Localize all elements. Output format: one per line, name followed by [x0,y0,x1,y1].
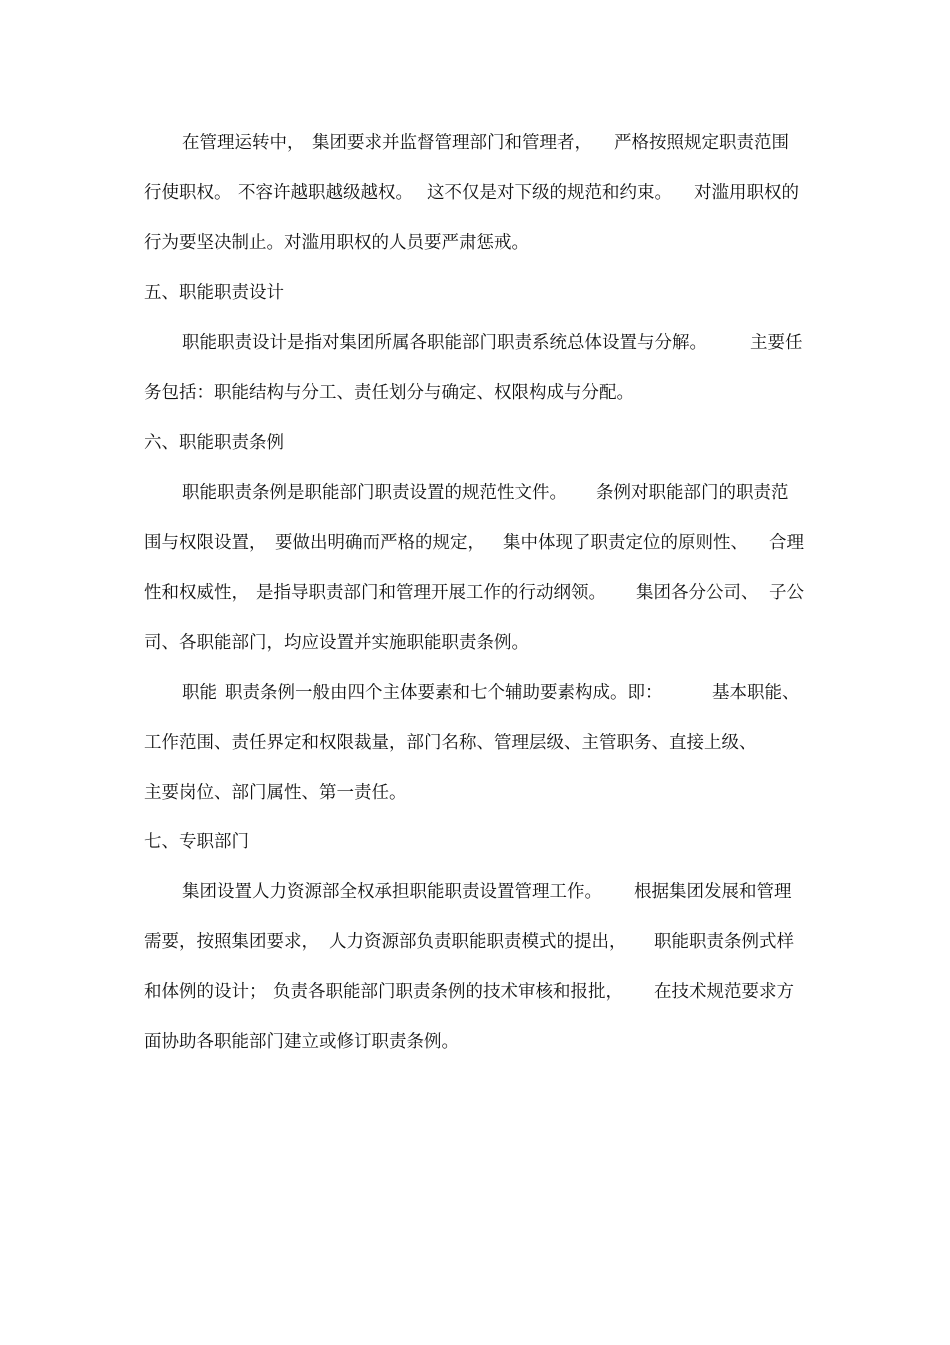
heading-text: 七、专职部门 [144,832,249,852]
text-segment: 职能 [182,683,217,703]
text-segment: 合理 [769,533,804,553]
text-segment: 工作范围、责任界定和权限裁量，部门名称、管理层级、主管职务、直接上级、 [144,733,757,753]
paragraph-5-line-2 [0,927,950,957]
text-segment: 主要任 [750,333,803,353]
text-segment: 对滥用职权的 [694,183,799,203]
paragraph-3-line-3 [0,578,950,608]
text-segment: 是指导职责部门和管理开展工作的行动纲领。 [256,583,606,603]
text-segment: 集团要求并监督管理部门和管理者， [312,133,592,153]
text-segment: 条例对职能部门的职责范 [596,483,789,503]
text-segment: 负责各职能部门职责条例的技术审核和报批， [273,982,623,1002]
text-segment: 根据集团发展和管理 [634,882,792,902]
section-heading-7 [0,827,950,857]
text-segment: 职能职责条例式样 [654,932,794,952]
heading-text: 六、职能职责条例 [144,433,284,453]
paragraph-1-line-1 [0,128,950,158]
text-segment: 主要岗位、部门属性、第一责任。 [144,783,407,803]
text-segment: 面协助各职能部门建立或修订职责条例。 [144,1032,459,1052]
text-segment: 严格按照规定职责范围 [614,133,789,153]
text-segment: 司、各职能部门，均应设置并实施职能职责条例。 [144,633,529,653]
text-segment: 职能职责条例是职能部门职责设置的规范性文件。 [182,483,567,503]
paragraph-4-line-2 [0,728,950,758]
text-segment: 围与权限设置， [144,533,267,553]
text-segment: 行使职权。 [144,183,232,203]
paragraph-5-line-4 [0,1027,950,1057]
text-segment: 集团设置人力资源部全权承担职能职责设置管理工作。 [182,882,602,902]
text-segment: 基本职能、 [712,683,800,703]
paragraph-2-line-1 [0,328,950,358]
paragraph-5-line-1 [0,877,950,907]
text-segment: 在技术规范要求方 [654,982,794,1002]
text-segment: 子公 [769,583,804,603]
text-segment: 在管理运转中， [182,133,305,153]
text-segment: 人力资源部负责职能职责模式的提出， [329,932,627,952]
paragraph-3-line-1 [0,478,950,508]
section-heading-5 [0,278,950,308]
text-segment: 需要，按照集团要求， [144,932,319,952]
text-segment: 这不仅是对下级的规范和约束。 [427,183,672,203]
paragraph-1-line-3 [0,228,950,258]
text-segment: 职责条例一般由四个主体要素和七个辅助要素构成。即： [225,683,663,703]
text-segment: 要做出明确而严格的规定， [275,533,485,553]
paragraph-4-line-3 [0,778,950,808]
text-segment: 和体例的设计； [144,982,267,1002]
text-segment: 职能职责设计是指对集团所属各职能部门职责系统总体设置与分解。 [182,333,707,353]
paragraph-2-line-2 [0,378,950,408]
text-segment: 行为要坚决制止。对滥用职权的人员要严肃惩戒。 [144,233,529,253]
text-segment: 性和权威性， [144,583,249,603]
paragraph-4-line-1 [0,678,950,708]
paragraph-5-line-3 [0,977,950,1007]
text-segment: 集中体现了职责定位的原则性、 [503,533,748,553]
text-segment: 不容许越职越级越权。 [238,183,413,203]
text-segment: 集团各分公司、 [636,583,759,603]
paragraph-3-line-2 [0,528,950,558]
paragraph-3-line-4 [0,628,950,658]
section-heading-6 [0,428,950,458]
heading-text: 五、职能职责设计 [144,283,284,303]
text-segment: 务包括：职能结构与分工、责任划分与确定、权限构成与分配。 [144,383,634,403]
paragraph-1-line-2 [0,178,950,208]
